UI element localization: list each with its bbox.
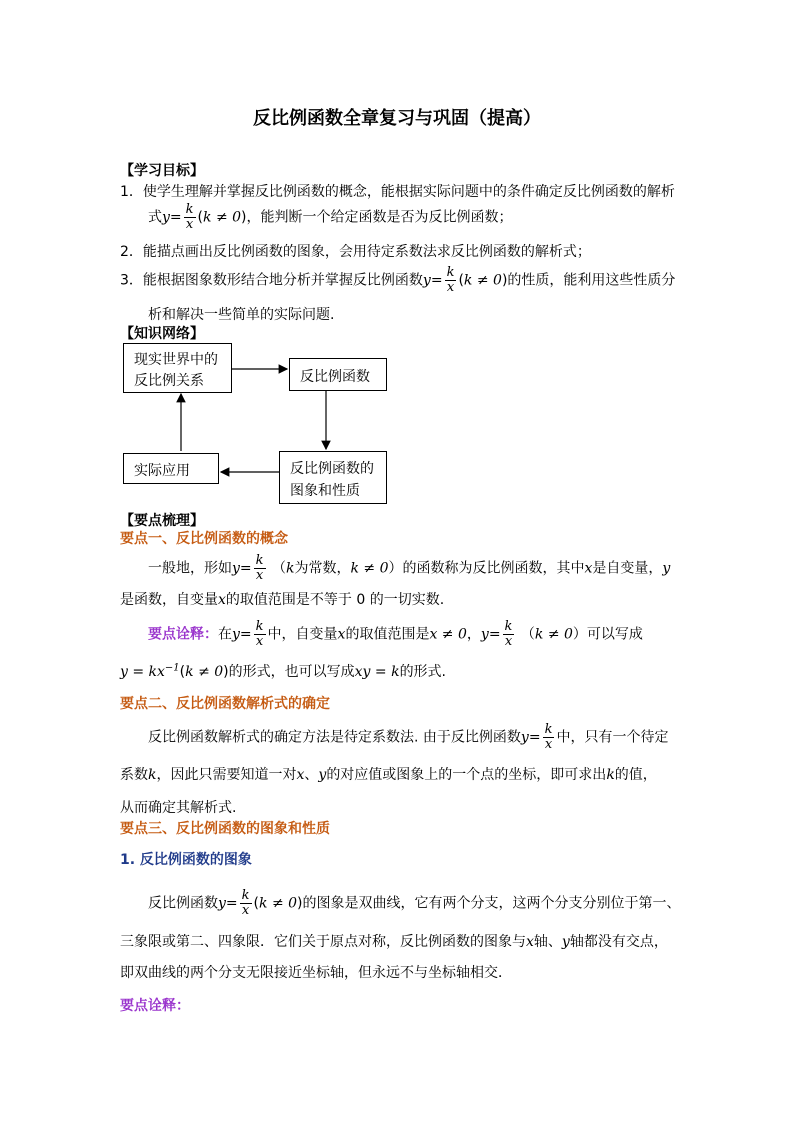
frac-num: k [446,265,455,280]
math-x-ne-0: x ≠ 0 [429,626,467,643]
fraction-k-over-x [254,554,266,583]
goal-1-suffix: ，能判断一个给定函数是否为反比例函数； [246,209,513,226]
math-k-ne-0: k ≠ 0 [350,560,389,577]
fraction-k-over-x [543,723,555,752]
box-real-line-2: 反比例关系 [134,373,204,389]
p2-text: 反比例函数解析式的确定方法是待定系数法. 由于反比例函数 [148,729,521,746]
p3-text: 反比例函数 [148,895,218,912]
math-k-ne-0: k ≠ 0 [259,895,298,912]
p2-text: 、 [304,767,319,783]
frac-den: x [255,568,264,583]
math-k: k [148,767,157,783]
math-k-ne-0: k ≠ 0 [534,626,573,643]
frac-den: x [446,280,455,295]
math-y: y [218,895,226,912]
box-graph-line-2: 图象和性质 [290,483,360,499]
frac-num: k [504,619,513,634]
fraction-k-over-x [240,889,252,918]
frac-num: k [185,202,194,217]
point-2-line-1 [148,723,668,752]
math-k-ne-0: k ≠ 0 [463,272,502,289]
point-1-note: 要点诠释：在y= $\frac{k}{x}$ 中，自变量x的取值范围是x ≠ 0，y= $\frac{k}{x}$ （k ≠ 0）可以写成 [148,619,643,649]
p1-text: （ [272,560,286,577]
goal-3-prefix: 3．能根据图象数形结合地分析并掌握反比例函数 [120,272,423,289]
math-y: y [662,560,671,577]
math-k: k [606,767,615,783]
page-title: 反比例函数全章复习与巩固（提高） [253,108,541,129]
math-eq: = [430,272,443,289]
math-eq: = [528,729,541,746]
p2-text: 的值， [614,767,657,783]
box-graph-properties [279,451,387,504]
math-exponent: −1 [164,662,180,674]
math-x: x [526,934,534,950]
point-1-line-2 [120,589,444,609]
p1-text: 一般地，形如 [148,560,232,577]
box-apply-label: 实际应用 [134,463,190,479]
goal-1-prefix: 式 [148,209,162,226]
p1-text: 是自变量， [592,560,663,577]
fraction-k-over-x [254,620,266,649]
note-label: 要点诠释： [148,626,218,643]
note-text: ）可以写成 [572,626,643,643]
point-3-line-1: 反比例函数y= $\frac{k}{x}$ (k ≠ 0)的图象是双曲线，它有两个分支，这两个分支分别位于第一、 [148,888,681,918]
box-real-line-1: 现实世界中的 [134,352,218,368]
math-y: y [561,934,570,950]
box-inverse-function [289,358,387,391]
point-3-note-label: 要点诠释： [120,998,190,1014]
p2-text: 中，只有一个待定 [556,729,669,746]
frac-num: k [241,888,250,903]
point-2-line-2 [120,764,657,784]
p2-text: 系数 [120,767,148,783]
goal-1-line-a: 1．使学生理解并掌握反比例函数的概念，能根据实际问题中的条件确定反比例函数的解析 [120,184,675,200]
goals-heading: 【学习目标】 [120,163,204,179]
note-text: 在 [218,626,232,643]
point-1-title: 要点一、反比例函数的概念 [120,531,288,547]
goal-3-line-a: 3．能根据图象数形结合地分析并掌握反比例函数y= $\frac{k}{x}$ (k ≠ 0)的性质，能利用这些性质分 [120,265,676,295]
math-y: y [232,560,240,577]
math-x: x [296,767,305,783]
p3-text: 的图象是双曲线，它有两个分支，这两个分支分别位于第一、 [302,895,681,912]
goal-3-suffix: 的性质，能利用这些性质分 [507,272,676,289]
p1-text: 是函数，自变量 [120,592,218,608]
frac-den: x [241,903,250,918]
math-eq: = [239,560,252,577]
frac-num: k [544,722,553,737]
math-y: y [232,626,240,643]
p2-text: 的对应值或图象上的一个点的坐标，即可求出 [326,767,607,783]
math-y-eq-kx: y = kx [120,664,165,680]
point-3-sub-1: 1. 反比例函数的图象 [120,852,252,868]
box-real-world [123,343,232,393]
p3-text: 轴都没有交点， [569,934,668,950]
goal-3-line-b: 析和解决一些简单的实际问题. [148,307,335,323]
math-eq: = [239,626,252,643]
math-y: y [480,626,489,643]
p3-text: 轴、 [533,934,562,950]
note-text: （ [520,626,535,643]
frac-den: x [255,634,264,649]
math-y: y [520,729,529,746]
goal-1-line-b: 式y= $\frac{k}{x}$ (k ≠ 0)，能判断一个给定函数是否为反比例函数； [148,202,513,232]
frac-num: k [255,553,264,568]
p1-text: ）的函数称为反比例函数，其中 [388,560,585,577]
p1-text: 的取值范围是不等于 0 的一切实数. [225,592,445,608]
point-1-line-1 [148,554,670,583]
math-eq: = [225,895,238,912]
point-1-note-line-2: $y = kx^{-1}(k \ne 0)$的形式，也可以写成xy = k的形式. [120,662,447,680]
note-text: 的形式，也可以写成 [228,664,355,680]
math-x: x [218,592,226,608]
points-heading: 【要点梳理】 [120,513,204,529]
point-3-line-3: 即双曲线的两个分支无限接近坐标轴，但永远不与坐标轴相交． [120,965,512,981]
math-eq: = [488,626,501,643]
note-text: 的形式. [399,664,447,680]
frac-den: x [544,737,553,752]
p2-text: ，因此只需要知道一对 [156,767,297,783]
math-k-ne-0: k ≠ 0 [185,664,224,680]
point-3-line-2 [120,931,668,951]
point-2-title: 要点二、反比例函数解析式的确定 [120,696,330,712]
note-text: 的取值范围是 [345,626,430,643]
math-xy-eq-k: xy = k [354,664,400,680]
frac-den: x [504,634,513,649]
box-graph-line-1: 反比例函数的 [290,461,374,477]
box-func-label: 反比例函数 [300,369,370,385]
network-heading: 【知识网络】 [120,326,204,342]
fraction-k-over-x [503,620,515,649]
p1-text: 为常数， [294,560,351,577]
math-x: x [584,560,593,577]
frac-den: x [185,217,194,232]
box-application [123,453,219,484]
point-2-line-3: 从而确定其解析式. [120,800,237,816]
frac-num: k [255,619,264,634]
math-y: y [162,209,170,226]
math-y: y [318,767,327,783]
math-y: y [422,272,431,289]
math-eq: = [169,209,182,226]
p3-text: 三象限或第二、四象限．它们关于原点对称，反比例函数的图象与 [120,934,526,950]
goal-2: 2．能描点画出反比例函数的图象，会用待定系数法求反比例函数的解析式； [120,244,591,260]
point-3-title: 要点三、反比例函数的图象和性质 [120,821,330,837]
math-x: x [337,626,346,643]
note-text: 中，自变量 [267,626,338,643]
math-k: k [286,560,295,577]
math-k-ne-0: k ≠ 0 [203,209,242,226]
